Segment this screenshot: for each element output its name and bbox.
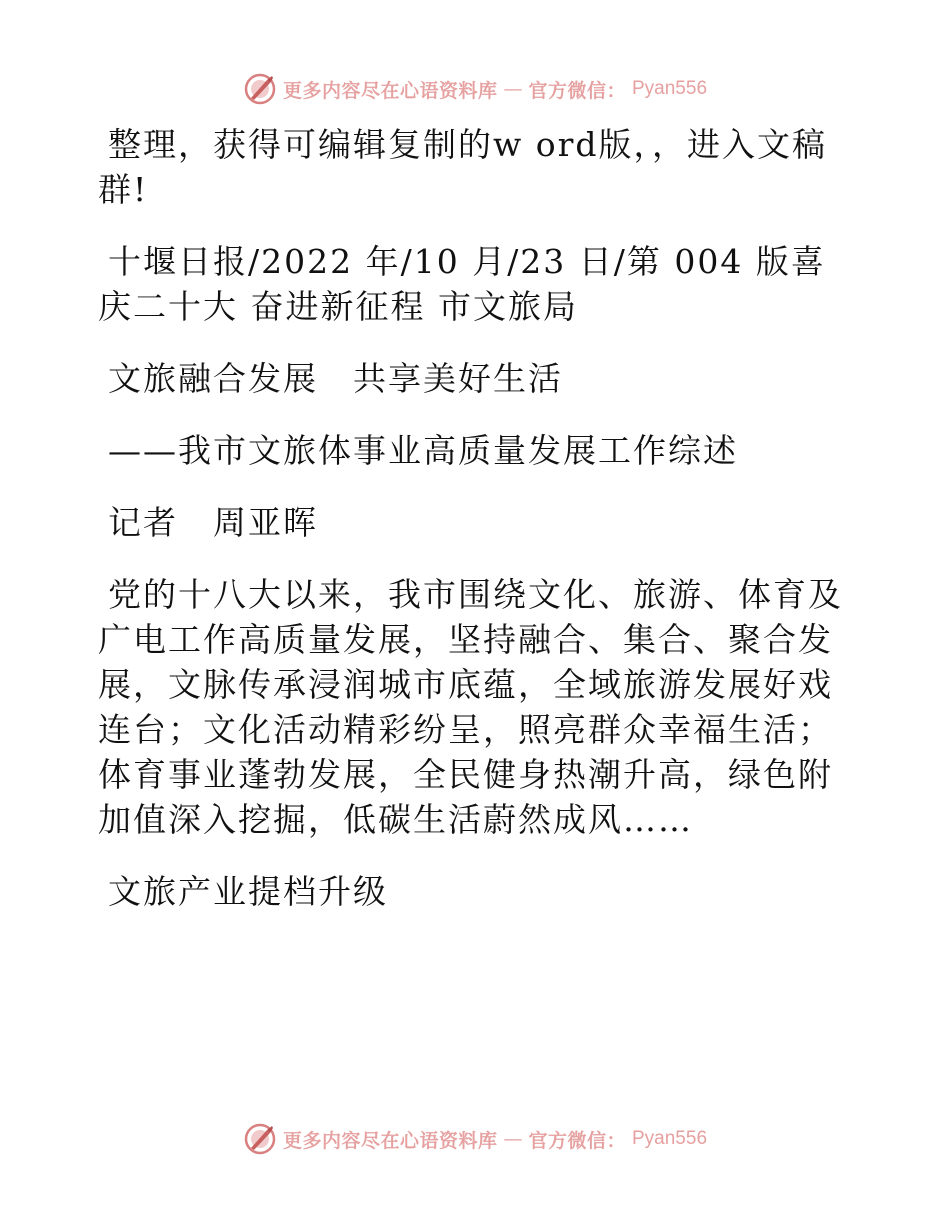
header-watermark xyxy=(0,72,950,106)
section-heading: 文旅产业提档升级 xyxy=(108,872,388,911)
watermark-wechat-id: Pyan556 xyxy=(632,1128,708,1149)
quill-seal-icon xyxy=(243,72,277,106)
quill-seal-icon xyxy=(243,1122,277,1156)
article-title: 文旅融合发展 共享美好生活 xyxy=(108,359,563,398)
article-subtitle: ——我市文旅体事业高质量发展工作综述 xyxy=(108,431,738,470)
intro-note: 整理，获得可编辑复制的w ord版，，进入文稿群! xyxy=(98,125,828,209)
watermark-site-text: 更多内容尽在心语资料库 xyxy=(282,79,498,102)
watermark-site-text: 更多内容尽在心语资料库 xyxy=(282,1129,498,1152)
watermark-separator: — xyxy=(503,1128,523,1150)
watermark-wechat-label: 官方微信： xyxy=(528,79,626,102)
watermark-separator: — xyxy=(503,78,523,100)
watermark-wechat-label: 官方微信： xyxy=(528,1129,626,1152)
document-body xyxy=(98,122,858,941)
source-line: 十堰日报/2022 年/10 月/23 日/第 004 版喜庆二十大 奋进新征程 市文旅局 xyxy=(98,242,826,326)
watermark-wechat-id: Pyan556 xyxy=(632,78,708,99)
byline: 记者 周亚晖 xyxy=(108,503,318,542)
footer-watermark xyxy=(0,1122,950,1156)
lead-paragraph: 党的十八大以来，我市围绕文化、旅游、体育及广电工作高质量发展，坚持融合、集合、聚合发展，文脉传承浸润城市底蕴，全域旅游发展好戏连台；文化活动精彩纷呈，照亮群众幸福生活；体育事业蓬勃发展，全民健身热潮升高，绿色附加值深入挖掘，低碳生活蔚然成风…… xyxy=(98,575,843,839)
